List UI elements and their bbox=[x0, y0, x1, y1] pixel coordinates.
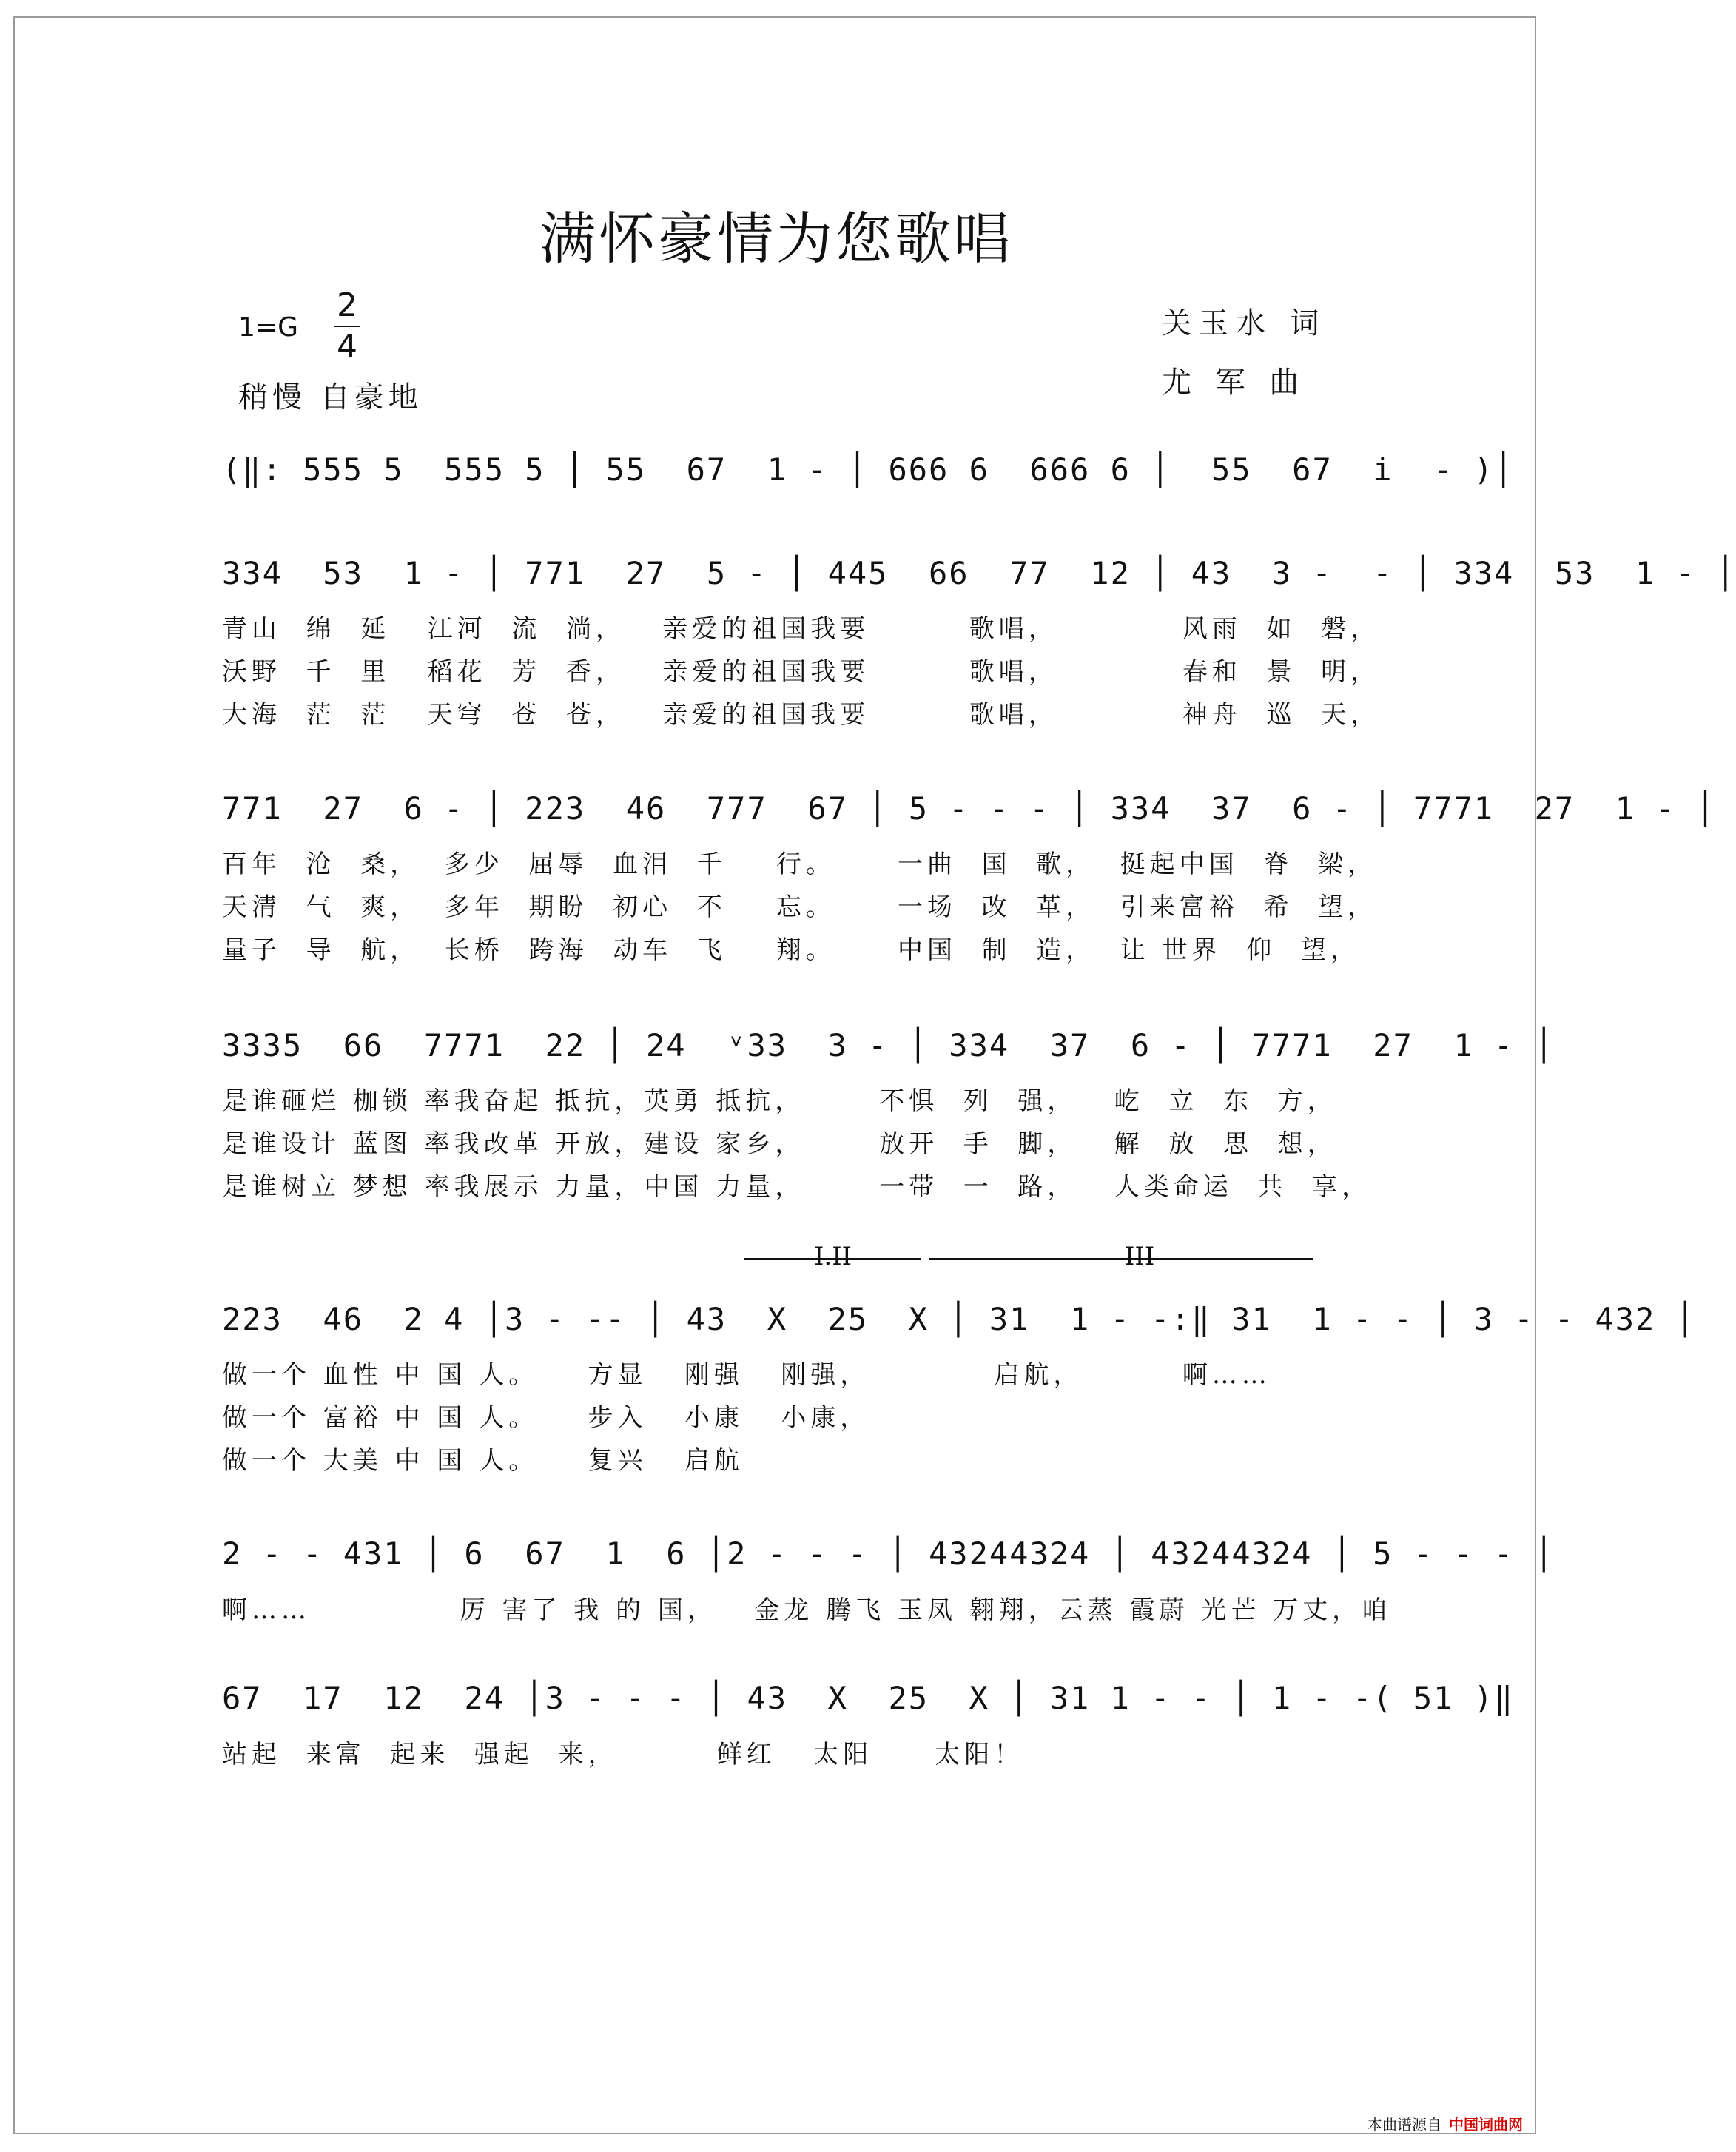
score-line: 3335 66 7771 22 │ 24 ᵛ33 3 - │ 334 37 6 - │ 7771 27 1 - │ bbox=[222, 1027, 1555, 1063]
lyricist-credit: 关玉水 词 bbox=[1162, 306, 1327, 340]
volta-label: III bbox=[1125, 1242, 1155, 1271]
lyric-line: 沃野 千 里 稻花 芳 香， 亲爱的祖国我要 歌唱， 春和 景 明， bbox=[222, 657, 1381, 687]
score-line: (‖: 555 5 555 5 │ 55 67 1 - │ 666 6 666 6 │ 55 67 i - )│ bbox=[222, 451, 1515, 488]
lyric-line: 青山 绵 延 江河 流 淌， 亲爱的祖国我要 歌唱， 风雨 如 磐， bbox=[222, 614, 1381, 644]
lyric-line: 量子 导 航， 长桥 跨海 动车 飞 翔。 中国 制 造， 让 世界 仰 望， bbox=[222, 935, 1360, 965]
footer-source-text: 本曲谱源自 bbox=[1367, 2116, 1441, 2133]
key-signature: 1=G bbox=[238, 312, 298, 343]
score-line: 2 - - 431 │ 6 67 1 6 │2 - - - │ 43244324 │ 43244324 │ 5 - - - │ bbox=[222, 1536, 1555, 1572]
lyric-line: 做一个 大美 中 国 人。 复兴 启航 bbox=[222, 1446, 744, 1476]
lyric-line: 做一个 血性 中 国 人。 方显 刚强 刚强， 启航， 啊…… bbox=[222, 1360, 1271, 1390]
meter-bottom: 4 bbox=[337, 328, 357, 366]
time-signature bbox=[334, 287, 360, 366]
lyric-line: 是谁树立 梦想 率我展示 力量，中国 力量， 一带 一 路， 人类命运 共 享， bbox=[222, 1172, 1371, 1202]
lyric-line: 天清 气 爽， 多年 期盼 初心 不 忘。 一场 改 革， 引来富裕 希 望， bbox=[222, 892, 1378, 922]
song-title: 满怀豪情为您歌唱 bbox=[539, 206, 1013, 272]
lyric-line: 啊…… 厉 害了 我 的 国， 金龙 腾飞 玉凤 翱翔，云蒸 霞蔚 光芒 万丈，咱 bbox=[222, 1595, 1392, 1625]
lyric-line: 站起 来富 起来 强起 来， 鲜红 太阳 太阳！ bbox=[222, 1740, 1024, 1769]
composer-credit: 尤 军 曲 bbox=[1162, 366, 1307, 400]
tempo-marking: 稍慢 自豪地 bbox=[238, 380, 423, 414]
footer-site-link[interactable]: 中国词曲网 bbox=[1449, 2116, 1523, 2133]
lyric-line: 是谁设计 蓝图 率我改革 开放，建设 家乡， 放开 手 脚， 解 放 思 想， bbox=[222, 1129, 1337, 1159]
volta-label: I.II bbox=[814, 1242, 852, 1271]
meter-top: 2 bbox=[337, 286, 357, 324]
score-line: 334 53 1 - │ 771 27 5 - │ 445 66 77 12 │ 43 3 - - │ 334 53 1 - │ bbox=[222, 555, 1736, 591]
volta-bracket bbox=[929, 1258, 1313, 1260]
lyric-line: 大海 茫 茫 天穹 苍 苍， 亲爱的祖国我要 歌唱， 神舟 巡 天， bbox=[222, 700, 1381, 730]
footer-source bbox=[1367, 2113, 1523, 2134]
score-line: 67 17 12 24 │3 - - - │ 43 X 25 X │ 31 1 - - │ 1 - -( 51 )‖ bbox=[222, 1680, 1515, 1716]
score-line: 223 46 2 4 │3 - -- │ 43 X 25 X │ 31 1 - -:‖ 31 1 - - │ 3 - - 432 │ bbox=[222, 1301, 1696, 1337]
lyric-line: 百年 沧 桑， 多少 屈辱 血泪 千 行。 一曲 国 歌， 挺起中国 脊 梁， bbox=[222, 850, 1378, 879]
lyric-line: 做一个 富裕 中 国 人。 步入 小康 小康， bbox=[222, 1403, 870, 1433]
score-line: 771 27 6 - │ 223 46 777 67 │ 5 - - - │ 334 37 6 - │ 7771 27 1 - │ bbox=[222, 790, 1717, 827]
lyric-line: 是谁砸烂 枷锁 率我奋起 抵抗，英勇 抵抗， 不惧 列 强， 屹 立 东 方， bbox=[222, 1086, 1337, 1116]
